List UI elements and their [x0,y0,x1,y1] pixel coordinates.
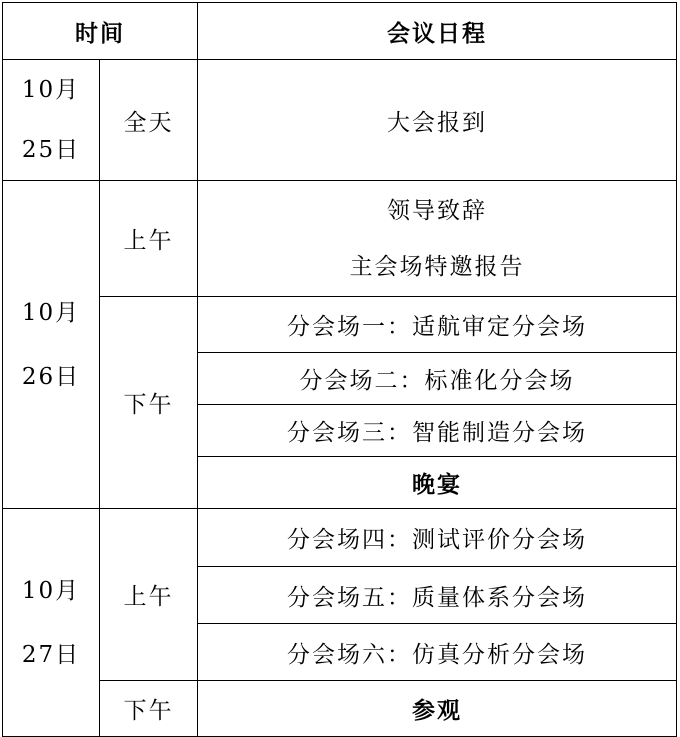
slot-afternoon: 下午 [100,297,198,509]
slot-morning: 上午 [100,509,198,681]
agenda-item: 分会场四：测试评价分会场 [198,509,677,567]
session-row [3,297,677,353]
agenda-item: 分会场一：适航审定分会场 [198,297,677,353]
date-day: 26日 [21,363,81,390]
slot-morning: 上午 [100,181,198,297]
agenda-item: 领导致辞 [387,197,487,224]
date-month: 10月 [21,577,81,604]
agenda-item: 主会场特邀报告 [349,253,525,280]
agenda-item: 分会场三：智能制造分会场 [198,405,677,457]
agenda-item: 分会场五：质量体系分会场 [198,567,677,624]
agenda-item-visit: 参观 [198,681,677,737]
session-row [3,681,677,737]
agenda-item: 大会报到 [198,60,677,181]
header-agenda: 会议日程 [198,3,677,60]
date-cell-oct-26 [3,181,100,509]
agenda-item: 分会场二：标准化分会场 [198,353,677,405]
date-day: 27日 [21,641,81,668]
date-day: 25日 [21,137,81,163]
date-cell-oct-25 [3,60,100,181]
slot-all-day: 全天 [100,60,198,181]
session-row [3,181,677,297]
header-row [3,3,677,60]
day-row [3,60,677,181]
agenda-item-group [198,181,677,297]
date-cell-oct-27 [3,509,100,737]
header-time: 时间 [3,3,198,60]
slot-afternoon: 下午 [100,681,198,737]
date-month: 10月 [21,77,81,103]
agenda-table [2,2,677,737]
session-row [3,509,677,567]
agenda-item-dinner: 晚宴 [198,457,677,509]
agenda-item: 分会场六：仿真分析分会场 [198,624,677,681]
date-month: 10月 [21,299,81,326]
